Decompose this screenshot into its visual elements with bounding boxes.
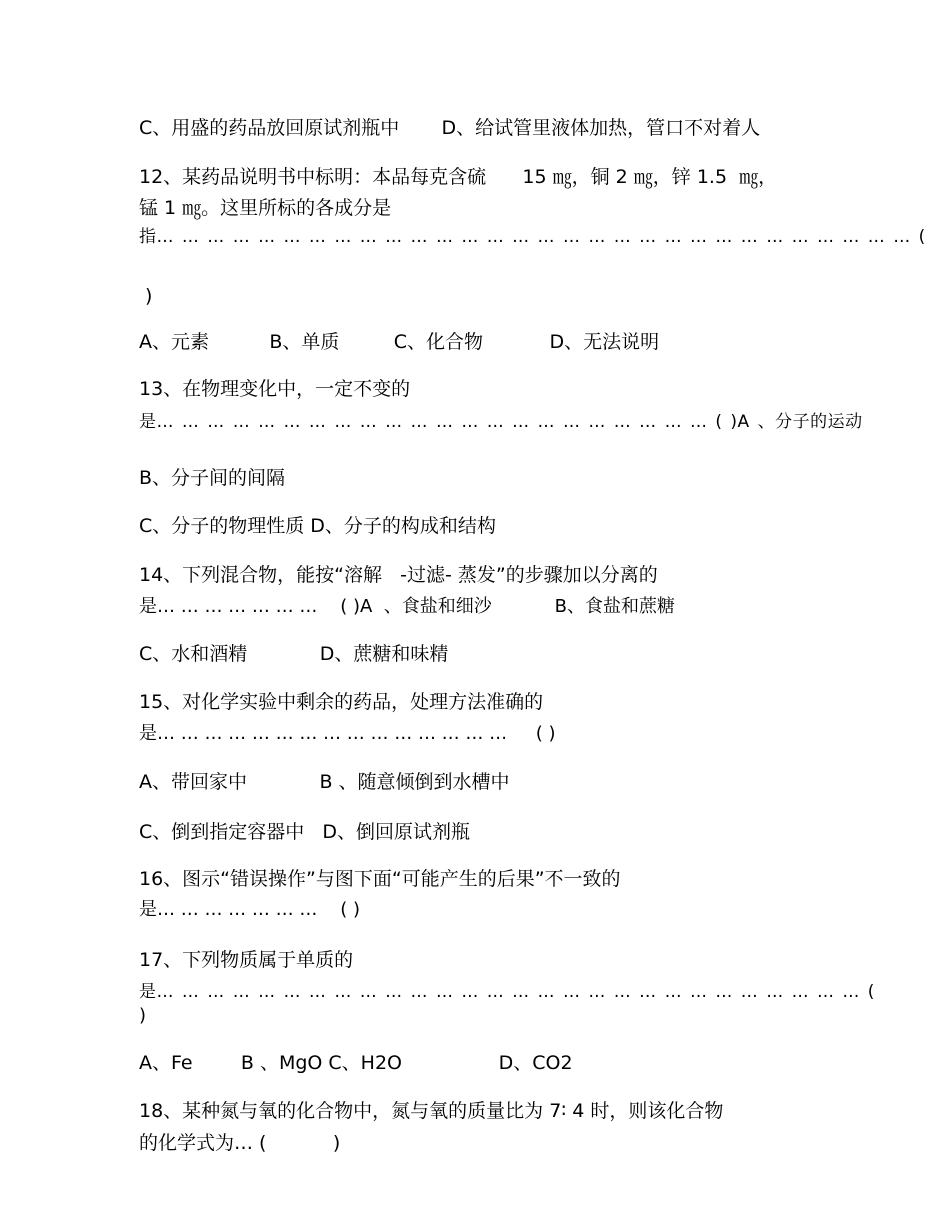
question-12-leader: 指… … … … … … … … … … … … … … … … … … … … … … … … … … … … … … (: [139, 227, 926, 247]
option-line-c-d-q11: C、用盛的药品放回原试剂瓶中 D、给试管里液体加热，管口不对着人: [139, 117, 761, 139]
question-12-text: 12、某药品说明书中标明：本品每克含硫 15 ㎎，铜 2 ㎎，锌 1.5 ㎎，: [139, 166, 778, 188]
question-13-text: 13、在物理变化中，一定不变的: [139, 378, 411, 400]
question-17-text: 17、下列物质属于单质的: [139, 949, 354, 971]
question-15-options-a-b: A、带回家中 B 、随意倾倒到水槽中: [139, 771, 510, 793]
question-14-options-c-d: C、水和酒精 D、蔗糖和味精: [139, 643, 449, 665]
question-12-answer-paren: ): [139, 285, 153, 307]
question-16-leader: 是… … … … … … … ( ): [139, 899, 360, 920]
question-15-leader: 是… … … … … … … … … … … … … … … ( ): [139, 723, 556, 744]
question-18-text: 18、某种氮与氧的化合物中，氮与氧的质量比为 7∶ 4 时，则该化合物: [139, 1100, 724, 1122]
question-12-text-cont: 锰 1 ㎎。这里所标的各成分是: [139, 197, 392, 219]
question-16-text: 16、图示“错误操作”与图下面“可能产生的后果”不一致的: [139, 868, 621, 890]
question-14-text: 14、下列混合物，能按“溶解 -过滤- 蒸发”的步骤加以分离的: [139, 564, 658, 586]
question-15-text: 15、对化学实验中剩余的药品，处理方法准确的: [139, 691, 544, 713]
question-18-text-cont: 的化学式为… ( ): [139, 1132, 341, 1154]
question-15-options-c-d: C、倒到指定容器中 D、倒回原试剂瓶: [139, 821, 471, 843]
question-17-options: A、Fe B 、MgO C、H2O D、CO2: [139, 1052, 573, 1074]
question-12-options: A、元素 B、单质 C、化合物 D、无法说明: [139, 331, 660, 353]
question-14-leader-options: 是… … … … … … … ( )A 、食盐和细沙 B、食盐和蔗糖: [139, 596, 676, 617]
question-17-answer-paren: ): [139, 1005, 147, 1026]
question-17-leader: 是… … … … … … … … … … … … … … … … … … … … … … … … … … … … (: [139, 982, 875, 1002]
question-13-leader-option-a: 是… … … … … … … … … … … … … … … … … … … … … … ( )A 、分子的运动: [139, 412, 863, 432]
question-13-option-b: B、分子间的间隔: [139, 467, 286, 489]
question-13-options-c-d: C、分子的物理性质 D、分子的构成和结构: [139, 515, 496, 537]
